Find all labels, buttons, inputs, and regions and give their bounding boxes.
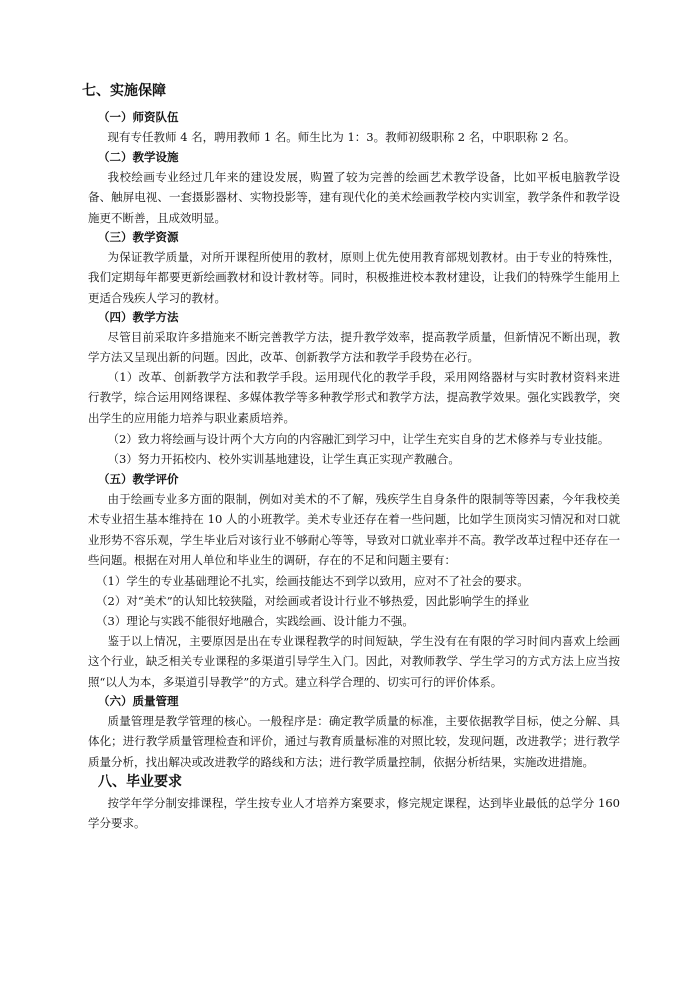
methods-item-3: （3）努力开拓校内、校外实训基地建设，让学生真正实现产教融合。 [107,452,460,466]
evaluation-intro: 由于绘画专业多方面的限制，例如对美术的不了解，残疾学生自身条件的限制等等因素，今年我校美术专业招生基本维持在 10 人的小班教学。美术专业还存在着一些问题，比如学生顶岗实习情况和对口就业形势不容乐观，学生毕业后对该行业不够耐心等等，导致对口就业率并不高。教学改革过程中还存在一些问题。根据在对用人单位和毕业生的调研，存在的不足和问题主要有： [88,492,620,567]
section-7-title: 七、实施保障 [82,83,166,99]
quality-text: 质量管理是教学管理的核心。一般程序是：确定教学质量的标准，主要依据教学目标，使之分解、具体化；进行教学质量管理检查和评价，通过与教育质量标准的对照比较，发现问题，改进教学；进行教学质量分析，找出解决或改进教学的路线和方法；进行教学质量控制，依据分析结果，实施改进措施。 [88,714,620,769]
methods-intro: 尽管目前采取许多措施来不断完善教学方法，提升教学效率，提高教学质量，但新情况不断出现，教学方法又呈现出新的问题。因此，改革、创新教学方法和教学手段势在必行。 [88,330,620,365]
teachers-heading: （一）师资队伍 [98,110,179,124]
facilities-text: 我校绘画专业经过几年来的建设发展，购置了较为完善的绘画艺术教学设备，比如平板电脑教学设备、触屏电视、一套摄影器材、实物投影等，建有现代化的美术绘画教学校内实训室，教学条件和教学设施更不断善，且成效明显。 [88,170,620,225]
evaluation-item-3: （3）理论与实践不能很好地融合，实践绘画、设计能力不强。 [96,614,414,628]
methods-item-2: （2）致力将绘画与设计两个大方向的内容融汇到学习中，让学生充实自身的艺术修养与专业技能。 [107,432,610,446]
resources-text: 为保证教学质量，对所开课程所使用的教材，原则上优先使用教育部规划教材。由于专业的特殊性，我们定期每年都要更新绘画教材和设计教材等。同时，积极推进校本教材建设，让我们的特殊学生能用上更适合残疾人学习的教材。 [88,250,620,305]
methods-item-1: （1）改革、创新教学方法和教学手段。运用现代化的教学手段，采用网络器材与实时教材资料来进行教学，综合运用网络课程、多媒体教学等多种教学形式和教学方法，提高教学效果。强化实践教学，突出学生的应用能力培养与职业素质培养。 [88,370,620,425]
evaluation-item-2: （2）对“美术”的认知比较狭隘，对绘画或者设计行业不够热爱，因此影响学生的择业 [96,594,530,608]
resources-heading: （三）教学资源 [98,230,179,244]
methods-heading: （四）教学方法 [98,310,179,324]
section-8-title: 八、毕业要求 [98,774,182,790]
graduation-text: 按学年学分制安排课程，学生按专业人才培养方案要求，修完规定课程，达到毕业最低的总学分 160 学分要求。 [88,796,620,831]
evaluation-conclusion: 鉴于以上情况，主要原因是出在专业课程教学的时间短缺，学生没有在有限的学习时间内喜欢上绘画这个行业，缺乏相关专业课程的多渠道引导学生入门。因此，对教师教学、学生学习的方式方法上应当按照“以人为本，多渠道引导教学”的方式。建立科学合理的、切实可行的评价体系。 [88,634,620,689]
teachers-text: 现有专任教师 4 名，聘用教师 1 名。师生比为 1：3。教师初级职称 2 名，中职职称 2 名。 [107,130,576,144]
facilities-heading: （二）教学设施 [98,150,179,164]
quality-heading: （六）质量管理 [98,694,179,708]
evaluation-item-1: （1）学生的专业基础理论不扎实，绘画技能达不到学以致用，应对不了社会的要求。 [96,574,529,588]
evaluation-heading: （五）教学评价 [98,472,179,486]
